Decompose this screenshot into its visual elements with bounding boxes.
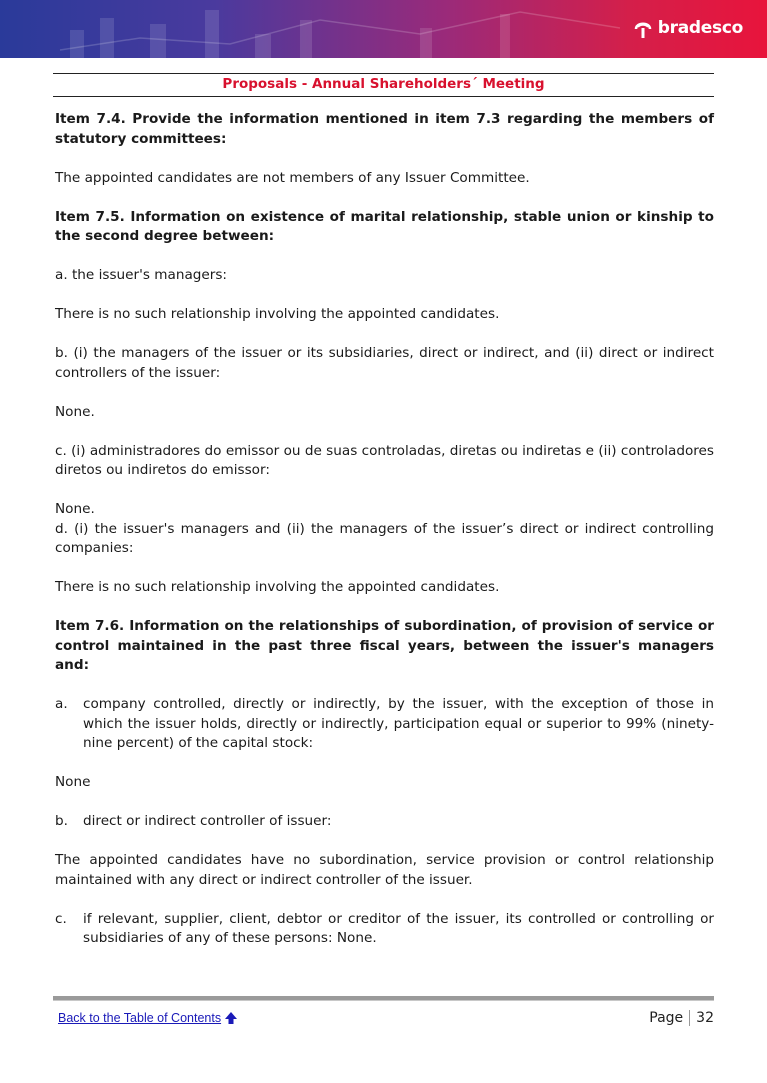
bradesco-tree-icon [633, 17, 653, 39]
header-banner [0, 0, 767, 58]
list-text: company controlled, directly or indirectly, by the issuer, with the exception of those in which the issuer holds, directly or indirectly, participation equal or superior to 99% (ninety-nine percent) of the capital stock: [83, 696, 714, 751]
item-7-5-c-answer: None. [55, 501, 95, 517]
item-7-4-heading: Item 7.4. Provide the information mentioned in item 7.3 regarding the members of statutory committees: [55, 111, 714, 147]
back-to-toc-link[interactable] [58, 1011, 238, 1025]
item-7-4-answer: The appointed candidates are not members of any Issuer Committee. [55, 169, 530, 186]
list-text: if relevant, supplier, client, debtor or creditor of the issuer, its controlled or controlling or subsidiaries of any of these persons: None. [83, 910, 714, 946]
brand-name: bradesco [657, 18, 743, 38]
page-number [649, 1010, 714, 1026]
list-item [55, 910, 714, 949]
item-7-5-b: b. (i) the managers of the issuer or its subsidiaries, direct or indirect, and (ii) direct or indirect controllers of the issuer: [55, 345, 714, 381]
item-7-5-a-answer: There is no such relationship involving the appointed candidates. [55, 306, 500, 322]
list-marker: a. [55, 696, 68, 712]
list-item [55, 812, 714, 832]
item-7-6-a-answer: None [55, 774, 91, 790]
document-body [55, 110, 714, 949]
header-top-rule [53, 73, 714, 74]
item-7-6-b-answer: The appointed candidates have no subordination, service provision or control relationship maintained with any direct or indirect controller of the issuer. [55, 852, 714, 888]
item-7-5-d-answer: There is no such relationship involving the appointed candidates. [55, 579, 500, 595]
page-separator [689, 1010, 690, 1026]
item-7-6-heading: Item 7.6. Information on the relationships of subordination, of provision of service or control maintained in the past three fiscal years, between the issuer's managers and: [55, 618, 714, 673]
header-bottom-rule [53, 96, 714, 97]
item-7-5-a: a. the issuer's managers: [55, 267, 228, 283]
item-7-5-heading: Item 7.5. Information on existence of marital relationship, stable union or kinship to the second degree between: [55, 208, 714, 244]
back-to-toc-label[interactable]: Back to the Table of Contents [58, 1011, 222, 1025]
list-marker: b. [55, 813, 68, 829]
bradesco-logo [633, 17, 743, 39]
footer-rule [53, 996, 714, 1001]
item-7-5-c: c. (i) administradores do emissor ou de suas controladas, diretas ou indiretas e (ii) controladores diretos ou indiretos do emissor: [55, 442, 714, 478]
page-title: Proposals - Annual Shareholders´ Meeting [222, 76, 545, 92]
page-number-value: 32 [696, 1010, 714, 1026]
page-label: Page [649, 1010, 684, 1026]
item-7-5-d: d. (i) the issuer's managers and (ii) the managers of the issuer’s direct or indirect controlling companies: [55, 520, 714, 556]
list-text: direct or indirect controller of issuer: [83, 813, 332, 829]
arrow-up-icon[interactable] [224, 1011, 238, 1025]
item-7-5-b-answer: None. [55, 403, 95, 420]
list-marker: c. [55, 910, 67, 927]
list-item [55, 695, 714, 754]
